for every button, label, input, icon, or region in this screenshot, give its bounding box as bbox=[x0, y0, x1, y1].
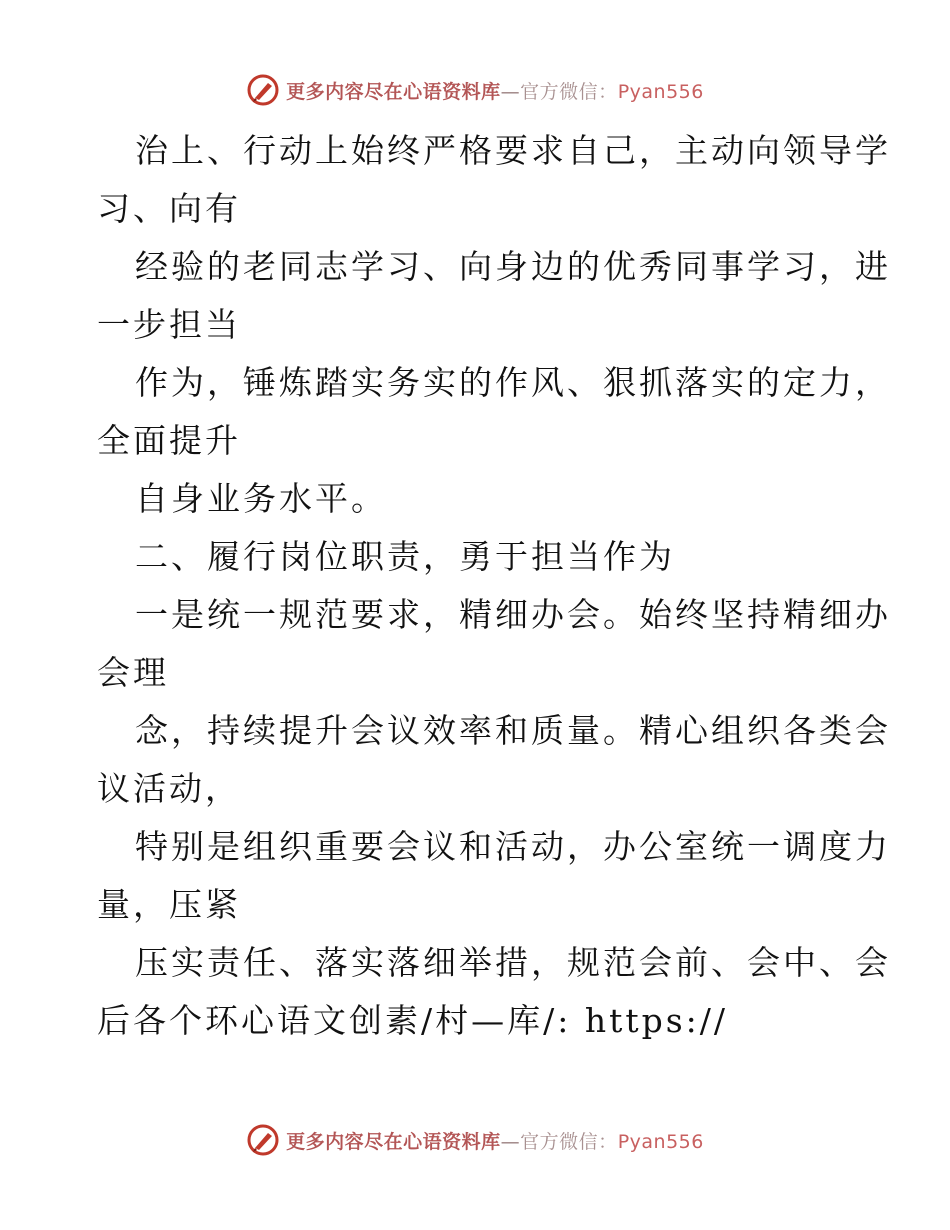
body-line: 后各个环心语文创素/村—库/: https:// bbox=[97, 1001, 729, 1040]
body-line: 念，持续提升会议效率和质量。精心组织各类会 bbox=[135, 711, 891, 750]
header-watermark bbox=[0, 70, 950, 110]
body-line: 经验的老同志学习、向身边的优秀同事学习，进 bbox=[135, 247, 891, 286]
body-line: 会理 bbox=[97, 653, 169, 692]
body-line: 压实责任、落实落细举措，规范会前、会中、会 bbox=[135, 943, 891, 982]
watermark-text bbox=[286, 1127, 704, 1154]
pen-logo-icon bbox=[246, 1123, 280, 1157]
body-line: 一是统一规范要求，精细办会。始终坚持精细办 bbox=[135, 595, 891, 634]
body-line: 作为，锤炼踏实务实的作风、狠抓落实的定力， bbox=[135, 363, 891, 402]
watermark-dash: — bbox=[500, 80, 521, 103]
watermark-dash: — bbox=[500, 1130, 521, 1153]
section-heading: 二、履行岗位职责，勇于担当作为 bbox=[135, 537, 675, 576]
watermark-contact-label: 官方微信： bbox=[520, 1130, 618, 1153]
watermark-brand: 更多内容尽在心语资料库 bbox=[286, 1130, 501, 1153]
watermark-wechat-id: Pyan556 bbox=[617, 1130, 704, 1153]
body-line: 议活动， bbox=[97, 769, 241, 808]
body-line: 量，压紧 bbox=[97, 885, 241, 924]
watermark-wechat-id: Pyan556 bbox=[617, 80, 704, 103]
body-line: 全面提升 bbox=[97, 421, 241, 460]
body-line: 治上、行动上始终严格要求自己，主动向领导学 bbox=[135, 131, 891, 170]
watermark-contact-label: 官方微信： bbox=[520, 80, 618, 103]
footer-watermark bbox=[0, 1120, 950, 1160]
watermark-brand: 更多内容尽在心语资料库 bbox=[286, 80, 501, 103]
body-line: 一步担当 bbox=[97, 305, 241, 344]
body-line: 自身业务水平。 bbox=[135, 479, 387, 518]
body-line: 习、向有 bbox=[97, 189, 241, 228]
watermark-text bbox=[286, 77, 704, 104]
pen-logo-icon bbox=[246, 73, 280, 107]
body-line: 特别是组织重要会议和活动，办公室统一调度力 bbox=[135, 827, 891, 866]
